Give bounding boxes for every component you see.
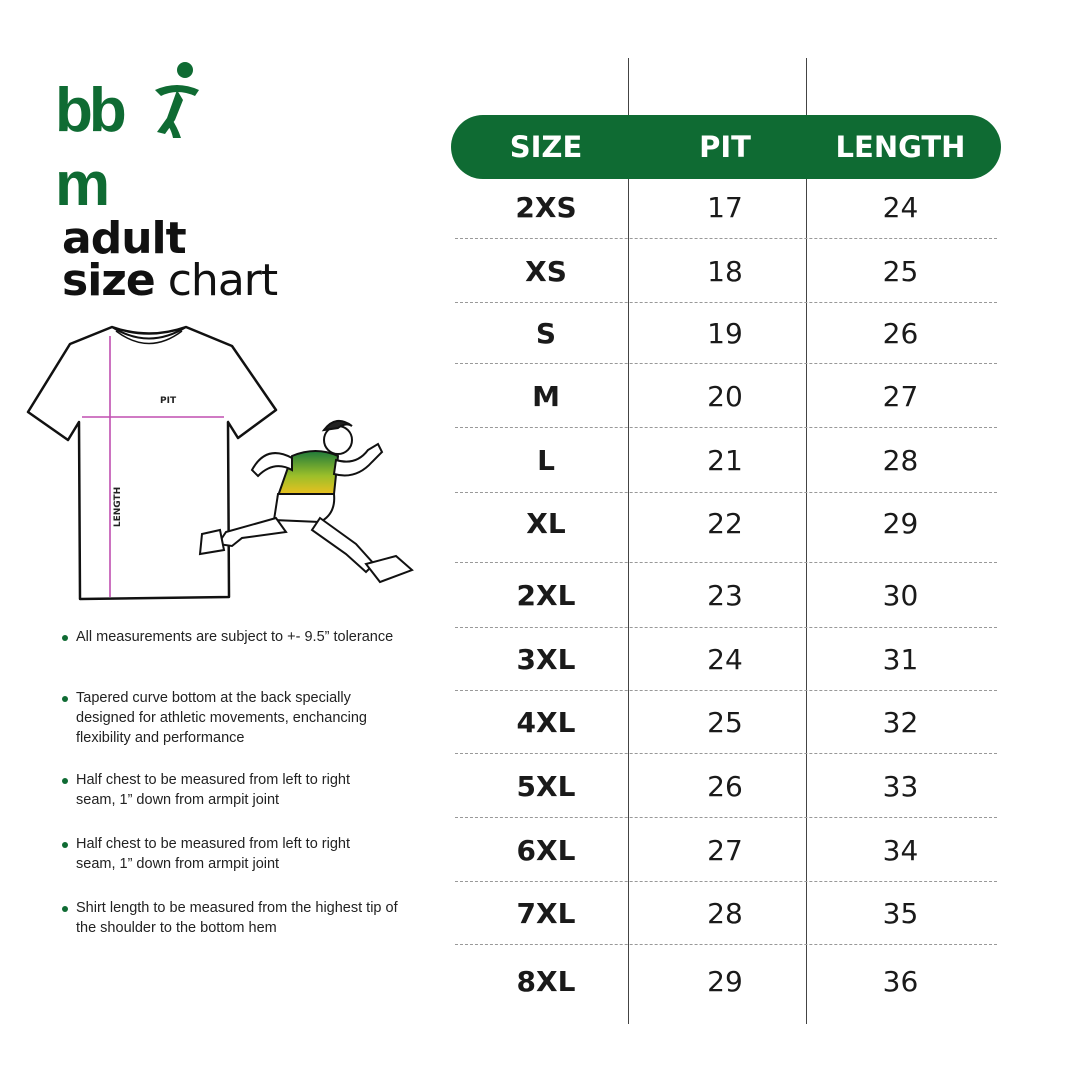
cell-size: 4XL — [516, 706, 576, 739]
cell-size: 6XL — [516, 833, 576, 867]
bullet-icon — [62, 696, 68, 702]
note-text: Tapered curve bottom at the back specially designed for athletic movements, enchancing flexibility and performance — [76, 690, 367, 746]
cell-length: 36 — [882, 964, 919, 998]
table-row — [455, 493, 997, 563]
bullet-icon — [62, 778, 68, 784]
cell-length: 25 — [882, 254, 919, 288]
note-item — [62, 834, 352, 874]
cell-pit: 22 — [707, 506, 743, 540]
cell-pit: 19 — [707, 317, 743, 350]
note-item — [62, 627, 393, 647]
cell-size: 7XL — [516, 897, 576, 930]
note-text: Shirt length to be measured from the highest tip of the shoulder to the bottom hem — [76, 900, 398, 936]
table-row — [455, 175, 997, 239]
length-label: LENGTH — [113, 486, 124, 528]
cell-pit: 24 — [707, 643, 743, 676]
header-size: SIZE — [509, 130, 583, 164]
runner-icon — [147, 60, 207, 140]
cell-length: 28 — [882, 444, 919, 477]
note-item — [62, 688, 407, 748]
cell-pit: 29 — [707, 964, 743, 998]
cell-length: 26 — [882, 317, 919, 350]
table-row — [455, 628, 997, 691]
note-item — [62, 898, 407, 938]
table-row — [455, 818, 997, 882]
cell-length: 33 — [882, 769, 919, 803]
title-line-1: adult — [62, 213, 186, 264]
cell-size: L — [537, 444, 555, 477]
table-row — [455, 303, 997, 364]
note-text: Half chest to be measured from left to right seam, 1” down from armpit joint — [76, 836, 351, 872]
cell-length: 29 — [882, 506, 919, 540]
cell-size: M — [532, 379, 560, 413]
cell-length: 27 — [882, 379, 919, 413]
cell-length: 30 — [882, 579, 919, 612]
cell-pit: 20 — [707, 379, 743, 413]
header-length: LENGTH — [835, 130, 966, 164]
title-size-word: size — [62, 255, 155, 306]
note-text: All measurements are subject to +- 9.5” tolerance — [76, 629, 394, 645]
cell-size: XS — [525, 254, 567, 288]
page-title — [62, 213, 278, 306]
note-text: Half chest to be measured from left to right seam, 1” down from armpit joint — [76, 772, 351, 808]
title-chart-word: chart — [167, 255, 278, 306]
runner-illustration — [196, 414, 418, 586]
cell-pit: 18 — [707, 254, 743, 288]
cell-size: 2XL — [516, 579, 576, 612]
cell-size: 2XS — [515, 190, 577, 224]
cell-size: XL — [526, 506, 566, 540]
cell-length: 35 — [882, 897, 919, 930]
cell-pit: 28 — [707, 897, 743, 930]
bullet-icon — [62, 635, 68, 641]
cell-length: 34 — [882, 833, 919, 867]
bullet-icon — [62, 906, 68, 912]
table-row — [455, 563, 997, 628]
cell-size: S — [535, 317, 557, 350]
cell-pit: 23 — [707, 579, 743, 612]
cell-pit: 25 — [707, 706, 743, 739]
cell-pit: 21 — [707, 444, 743, 477]
cell-pit: 26 — [707, 769, 743, 803]
table-row — [455, 428, 997, 493]
cell-pit: 27 — [707, 833, 743, 867]
logo-text-prefix: bb — [55, 76, 123, 145]
table-row — [455, 239, 997, 303]
cell-size: 5XL — [516, 769, 576, 803]
table-row — [455, 754, 997, 818]
pit-label: PIT — [160, 396, 177, 406]
header-pit: PIT — [699, 130, 751, 164]
table-row — [455, 691, 997, 754]
logo-text-suffix: m — [55, 150, 107, 219]
brand-logo — [55, 66, 215, 219]
cell-length: 31 — [882, 643, 919, 676]
cell-size: 3XL — [516, 643, 576, 676]
cell-pit: 17 — [707, 190, 743, 224]
table-row — [455, 945, 997, 1017]
cell-size: 8XL — [516, 964, 576, 998]
cell-length: 32 — [882, 706, 919, 739]
table-row — [455, 882, 997, 945]
bullet-icon — [62, 842, 68, 848]
note-item — [62, 770, 352, 810]
table-row — [455, 364, 997, 428]
cell-length: 24 — [882, 190, 919, 224]
